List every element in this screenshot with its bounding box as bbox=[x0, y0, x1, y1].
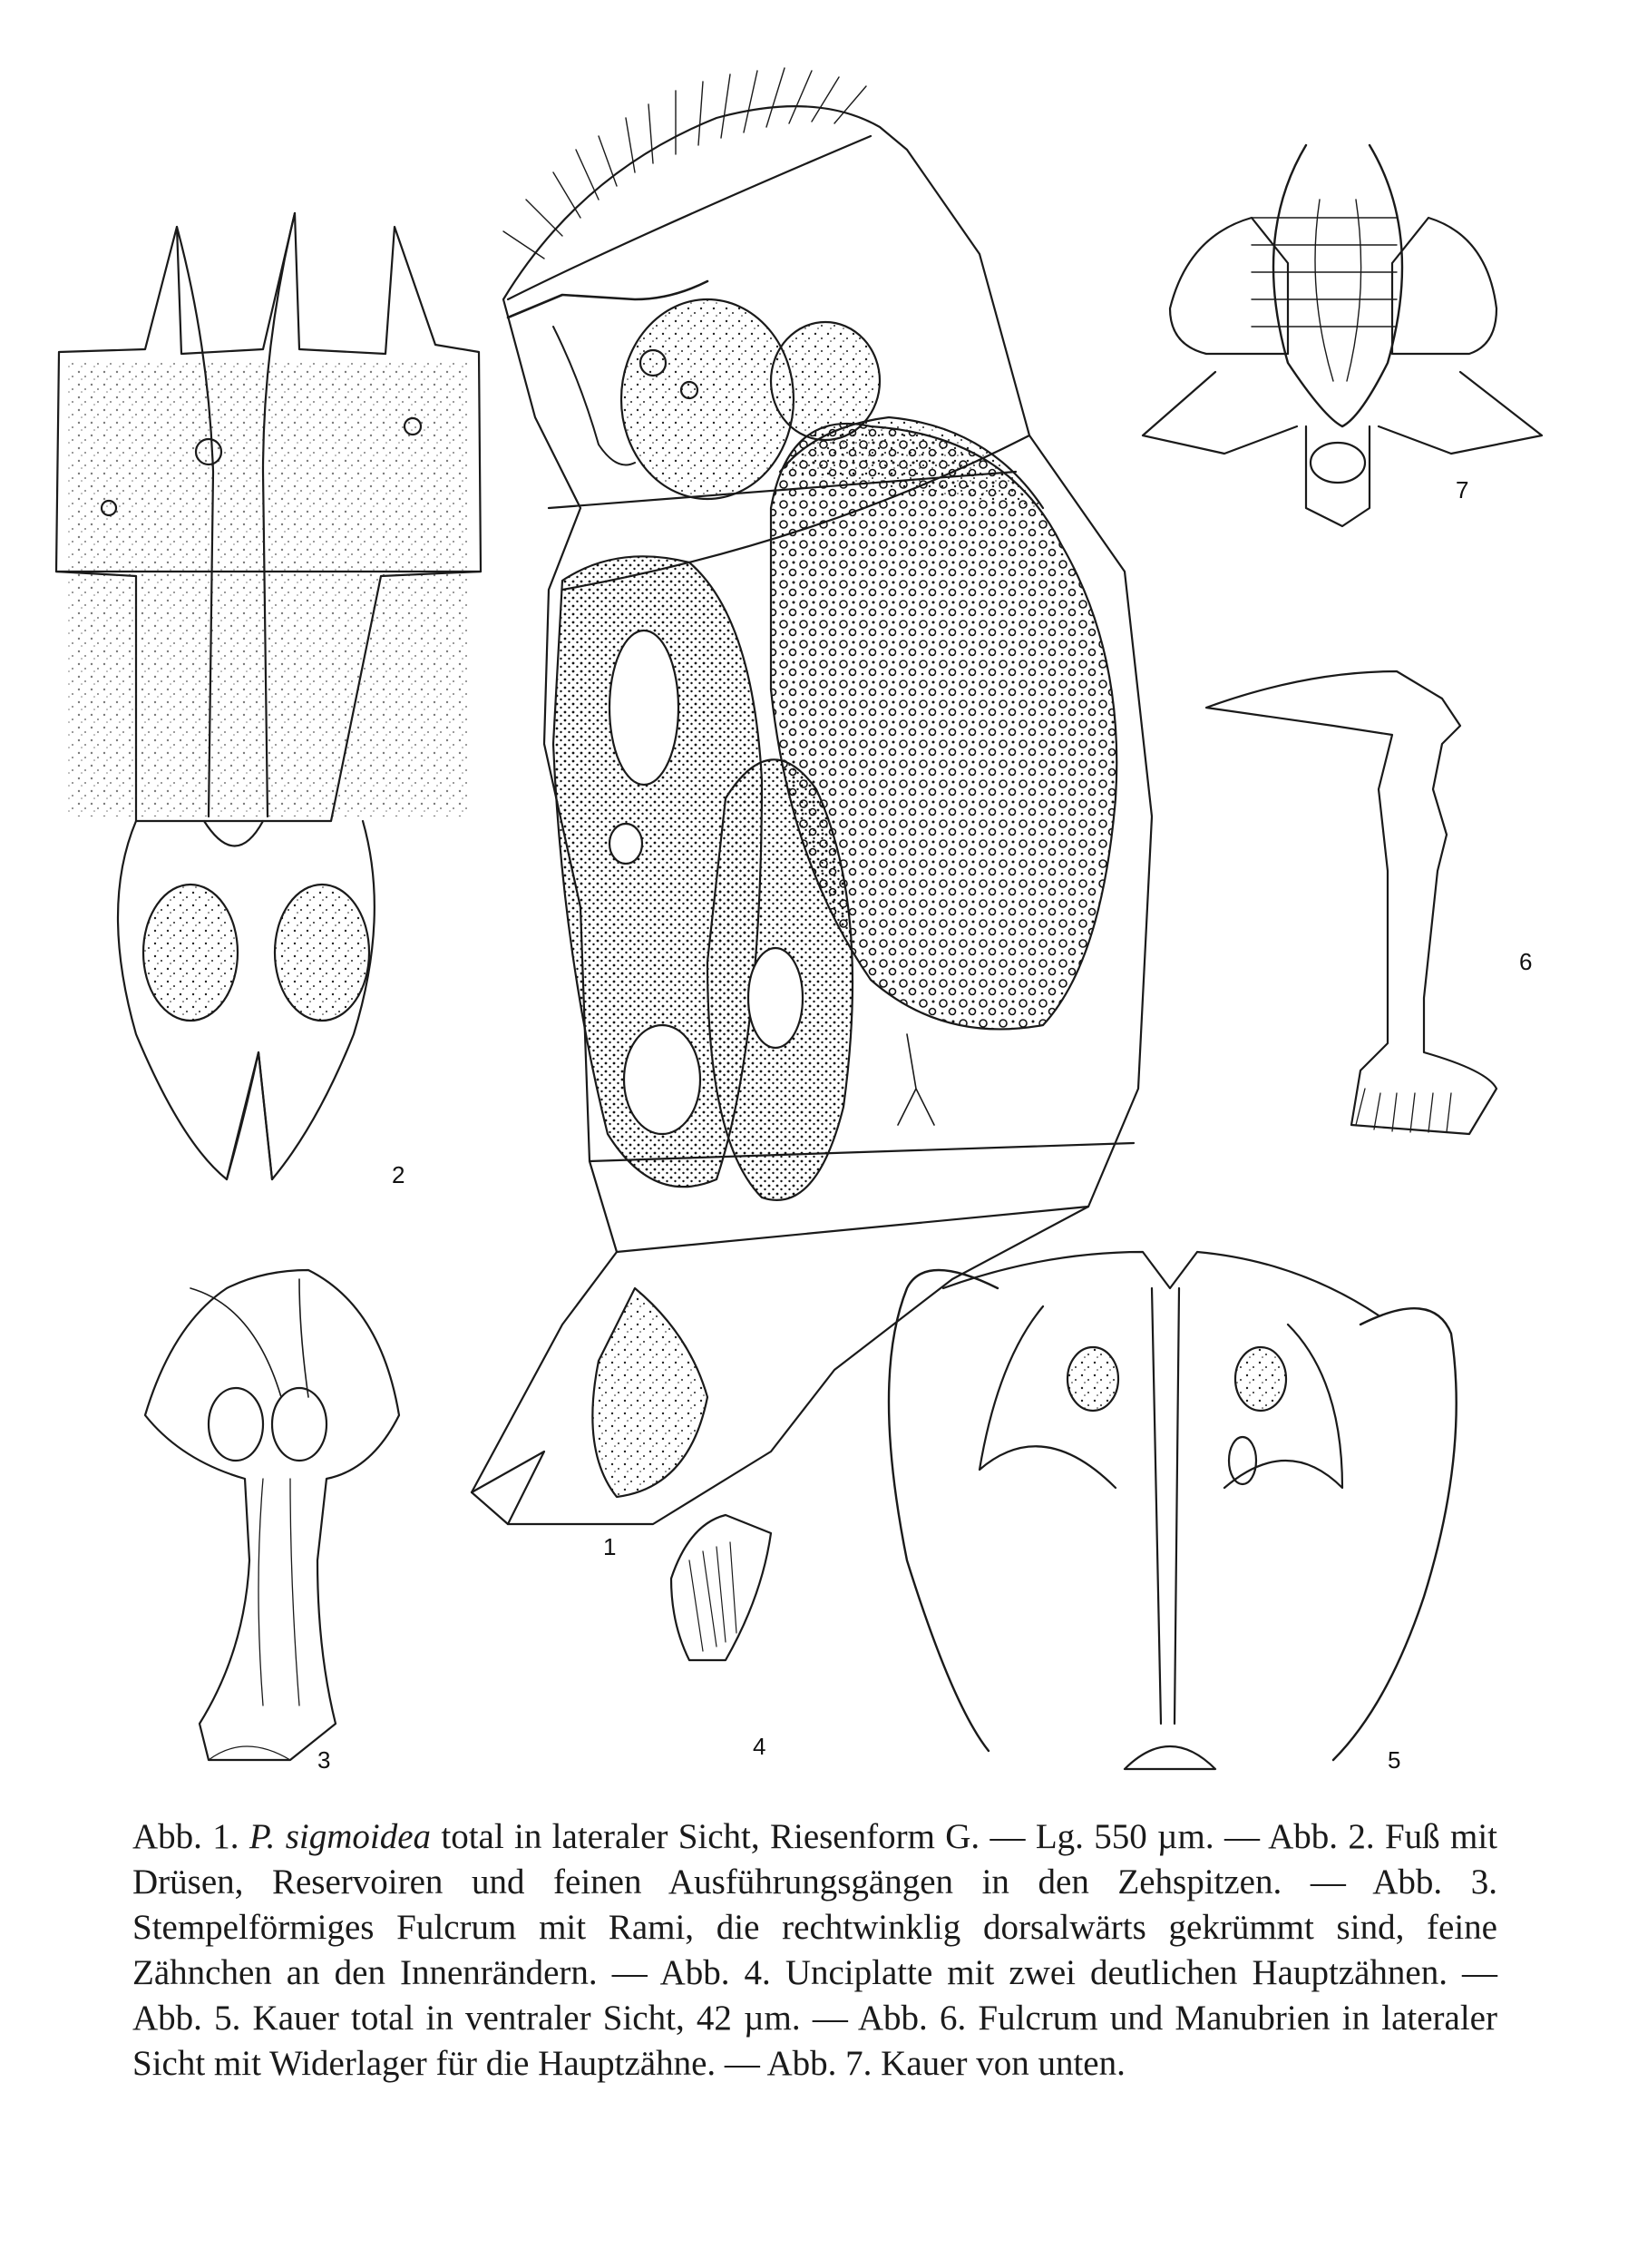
caption-fig2: Abb. 2. Fuß mit Drüsen, Reservoiren und feinen Ausführungsgängen in den Zehspitzen. bbox=[132, 1817, 1497, 1901]
figure-caption bbox=[132, 1814, 1497, 2087]
figure-4-uncus-plate bbox=[671, 1515, 771, 1660]
caption-fig6: — Abb. 6. Fulcrum und Manubrien in lateraler Sicht mit Widerlager für die Hauptzähne. bbox=[132, 1999, 1497, 2083]
figure-label-5: 5 bbox=[1388, 1746, 1401, 1774]
figure-6-fulcrum-lateral bbox=[1206, 671, 1496, 1134]
figure-5-trophi-ventral bbox=[889, 1252, 1457, 1769]
caption-fig5: — Abb. 5. Kauer total in ventraler Sicht, 42 µm. bbox=[132, 1953, 1498, 2038]
figure-3-fulcrum-rami bbox=[145, 1270, 399, 1760]
figure-label-6: 6 bbox=[1519, 948, 1533, 975]
caption-fig1-prefix: Abb. 1. bbox=[132, 1817, 249, 1856]
caption-text bbox=[132, 1814, 1497, 2087]
caption-fig7: — Abb. 7. Kauer von unten. bbox=[724, 2044, 1126, 2083]
figure-label-7: 7 bbox=[1456, 476, 1469, 503]
caption-fig3: — Abb. 3. Stempelförmiges Fulcrum mit Rami, die rechtwinklig dorsalwärts gekrümmt sind, feine Zähnchen an den Innenrändern. bbox=[132, 1862, 1497, 1992]
caption-fig4: — Abb. 4. Unciplatte mit zwei deutlichen Hauptzähnen. bbox=[611, 1953, 1448, 1992]
figure-1-total-lateral bbox=[472, 68, 1152, 1524]
figure-label-3: 3 bbox=[317, 1746, 331, 1774]
caption-fig1-rest: total in lateraler Sicht, Riesenform G. — Lg. 550 µm. — bbox=[431, 1817, 1260, 1856]
figure-label-1: 1 bbox=[603, 1533, 617, 1560]
figure-7-trophi-below bbox=[1143, 145, 1542, 526]
figure-2-foot bbox=[56, 213, 481, 1179]
figure-label-4: 4 bbox=[753, 1733, 766, 1760]
caption-species-name: P. sigmoidea bbox=[249, 1817, 432, 1856]
figure-label-2: 2 bbox=[392, 1161, 405, 1188]
